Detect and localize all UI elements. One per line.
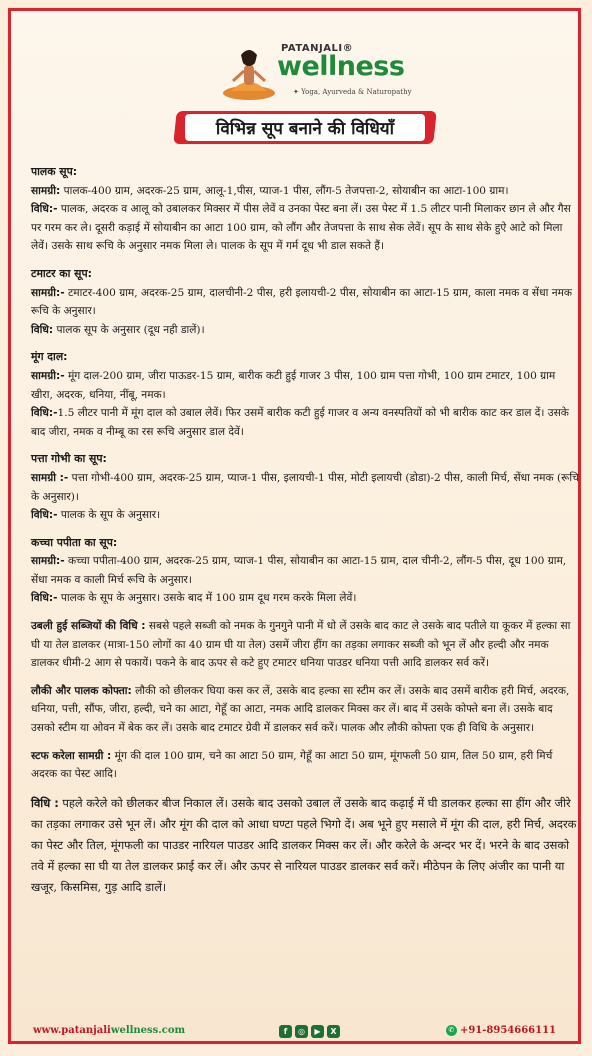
boiled-veg-paragraph <box>31 617 579 673</box>
brand-tagline: ✦ Yoga, Ayurveda & Naturopathy <box>293 88 412 96</box>
recipe-heading: पत्ता गोभी का सूप: <box>31 452 107 466</box>
instagram-icon[interactable]: ◎ <box>295 1025 308 1038</box>
lauki-kofta-paragraph <box>31 682 579 738</box>
ingredients <box>31 182 579 201</box>
ingredients-text: मूंग दाल-200 ग्राम, जीरा पाऊडर-15 ग्राम, बारीक कटी हुई गाजर 3 पीस, 100 ग्राम पत्ता गोभी, 100 ग्राम टमाटर, 100 ग्राम खीरा, अदरक, धनिया, नींबू, नमक। <box>31 369 556 401</box>
recipe-tomato-soup <box>31 265 579 339</box>
karela-ingredients <box>31 747 579 784</box>
method <box>31 506 579 525</box>
ingredients-label: सामग्री:- <box>31 286 65 299</box>
method <box>31 200 579 256</box>
brand-header <box>11 33 578 103</box>
method-text: पालक के सूप के अनुसार। <box>57 509 161 522</box>
recipe-heading: कच्चा पपीता का सूप: <box>31 535 118 549</box>
website-link[interactable]: www.patanjaliwellness.com <box>33 1025 186 1036</box>
brand-small-text: PATANJALI® <box>281 43 354 54</box>
social-icons <box>279 1025 340 1038</box>
method-label: विधि:- <box>31 592 58 605</box>
youtube-icon[interactable]: ▶ <box>311 1025 324 1038</box>
karela-method-label: विधि : <box>31 795 59 810</box>
karela-ingredients-text: मूंग की दाल 100 ग्राम, चने का आटा 50 ग्राम, गेहूँ का आटा 50 ग्राम, मूंगफली 50 ग्राम, तिल 50 ग्राम, हरी मिर्च अदरक का पेस्ट आदि। <box>31 749 553 781</box>
method-label: विधि:- <box>31 407 58 420</box>
ingredients <box>31 469 579 506</box>
phone-contact[interactable] <box>446 1025 556 1036</box>
boiled-veg-text: सबसे पहले सब्जी को नमक के गुनगुने पानी में धो लें उसके बाद काट ले उसके बाद पतीले या कूकर में हल्का सा घी या तेल डालकर (मात्रा-150 लोगों का 40 ग्राम घी या तेल) उसमें जीरा हींग का तड़का लगाकर सब्जी को भून लें और हल्दी और नमक डालकर धीमी-2 आग से पकायें। पकने के बाद ऊपर से कटे हुए टमाटर धनिया पाउडर धनिया पत्ती आदि डालकर सर्व करें। <box>31 620 571 670</box>
lauki-kofta-text: लौकी को छीलकर घिया कस कर लें, उसके बाद हल्का सा स्टीम कर लें। उसके बाद उसमें बारीक हरी मिर्च, अदरक, धनिया, पत्ती, सौंफ, जीरा, हल्दी, चने का आटा, गेहूँ का आटा, नमक आदि डालकर मिक्स कर लें। बाद में उसके कोफ्ते बना लें। उसके बाद उसको स्टीम या ओवन में बेक कर लें। उसके बाद टमाटर ग्रेवी में डालकर सर्व करें। पालक और लौकी कोफ्ता एक ही विधि के अनुसार। <box>31 684 570 735</box>
facebook-icon[interactable]: f <box>279 1025 292 1038</box>
page-frame <box>8 8 581 1044</box>
method-text: पालक, अदरक व आलू को उबालकर मिक्सर में पीस लेवें व उनका पेस्ट बना लें। उस पेस्ट में 1.5 लीटर पानी मिलाकर छान ले और गैस पर गरम कर ले। दूसरी कड़ाई में सोयाबीन का आटा 100 ग्राम, को लौंग और तेजपत्ता के साथ सेक लेवें। सूप के साथ सेके हुऐ आटे को मिला लेवें। उसके साथ रूचि के अनुसार नमक मिला ले। पालक के सूप में गर्म दूध भी डाल सकते हैं। <box>31 203 571 253</box>
boiled-veg-label: उबली हुई सब्जियों की विधि : <box>31 620 146 633</box>
karela-method-text: पहले करेले को छीलकर बीज निकाल लें। उसके बाद उसको उबाल लें उसके बाद कढ़ाई में घी डालकर हल्का सा हींग और जीरे का तड़का लगाकर उसे भून लें। और मूंग की दाल को आधा घण्टा पहले भिगो दें। अब भूने हुए मसाले में मूंग की दाल, हरी मिर्च, अदरक का पेस्ट और तिल, मूंगफली का पाउडर नारियल पाउडर आदि डालकर मिक्स कर लें। और करेले के अन्दर भर दें। भरने के बाद उसको तवे में हल्का सा घी या तेल डालकर फ्राई कर लें। और ऊपर से नारियल पाउडर डालकर सर्व करें। मीठेपन के लिए अंजीर का पानी या खजूर, किसमिस, गुड़ आदि डालें। <box>31 795 577 894</box>
recipe-cabbage-soup <box>31 450 579 524</box>
method-label: विधि: <box>31 323 54 336</box>
ingredients-label: सामग्री:- <box>31 555 65 568</box>
ingredients-text: टमाटर-400 ग्राम, अदरक-25 ग्राम, दालचीनी-2 पीस, हरी इलायची-2 पीस, सोयाबीन का आटा-15 ग्राम, काला नमक व सेंधा नमक रूचि के अनुसार। <box>31 286 573 318</box>
recipe-heading: टमाटर का सूप: <box>31 266 92 280</box>
ingredients <box>31 367 579 404</box>
recipe-content <box>31 163 579 907</box>
lauki-kofta-label: लौकी और पालक कोफ्ता: <box>31 684 132 697</box>
recipe-lauki-kofta <box>31 682 579 738</box>
ingredients-label: सामग्री :- <box>31 471 69 484</box>
recipe-stuffed-karela-method <box>31 793 579 898</box>
recipe-palak-soup <box>31 163 579 256</box>
ingredients <box>31 552 579 589</box>
method <box>31 321 579 340</box>
yoga-figure-icon <box>219 43 279 103</box>
phone-number: +91-8954666111 <box>459 1025 556 1036</box>
method <box>31 589 579 608</box>
ingredients-label: सामग्री: <box>31 184 61 197</box>
ingredients-text: पालक-400 ग्राम, अदरक-25 ग्राम, आलू-1,पीस, प्याज-1 पीस, लौंग-5 तेजपत्ता-2, सोयाबीन का आटा-100 ग्राम। <box>60 184 509 197</box>
ingredients-label: सामग्री:- <box>31 369 65 382</box>
footer <box>11 1025 578 1041</box>
page-title: विभिन्न सूप बनाने की विधियाँ <box>185 114 425 141</box>
method-text: 1.5 लीटर पानी में मूंग दाल को उबाल लेवें। फिर उसमें बारीक कटी हुई गाजर व अन्य वनस्पतियों को भी बारीक काट कर डाल दें। उसके बाद जीरा, नमक व नीम्बू का रस रूचि अनुसार डाल देवें। <box>31 407 569 438</box>
recipe-heading: मूंग दाल: <box>31 350 68 364</box>
ingredients <box>31 284 579 321</box>
method <box>31 404 579 441</box>
ingredients-text: कच्चा पपीता-400 ग्राम, अदरक-25 ग्राम, प्याज-1 पीस, सोयाबीन का आटा-15 ग्राम, दाल चीनी-2, लौंग-5 पीस, दूध 100 ग्राम, सेंधा नमक व काली मिर्च रूचि के अनुसार। <box>31 555 567 586</box>
karela-method <box>31 793 579 898</box>
whatsapp-icon: ✆ <box>446 1025 457 1036</box>
recipe-moong-dal <box>31 348 579 441</box>
recipe-boiled-vegetables <box>31 617 579 673</box>
method-label: विधि:- <box>31 203 58 216</box>
recipe-raw-papaya-soup <box>31 534 579 608</box>
brand-wellness-text: wellness <box>277 51 405 82</box>
method-text: पालक सूप के अनुसार (दूध नही डालें)। <box>53 323 205 336</box>
karela-ingredients-label: स्टफ करेला सामग्री : <box>31 749 112 762</box>
recipe-heading: पालक सूप: <box>31 165 78 178</box>
x-icon[interactable]: X <box>327 1025 340 1038</box>
ingredients-text: पत्ता गोभी-400 ग्राम, अदरक-25 ग्राम, प्याज-1 पीस, इलायची-1 पीस, मोटी इलायची (डोडा)-2 पीस, काली मिर्च, सेंधा नमक (रूचि के अनुसार)। <box>31 471 579 503</box>
recipe-stuffed-karela <box>31 747 579 784</box>
title-banner <box>175 111 435 144</box>
method-text: पालक के सूप के अनुसार। उसके बाद में 100 ग्राम दूध गरम करके मिला लेवें। <box>57 592 357 605</box>
method-label: विधि:- <box>31 509 58 522</box>
